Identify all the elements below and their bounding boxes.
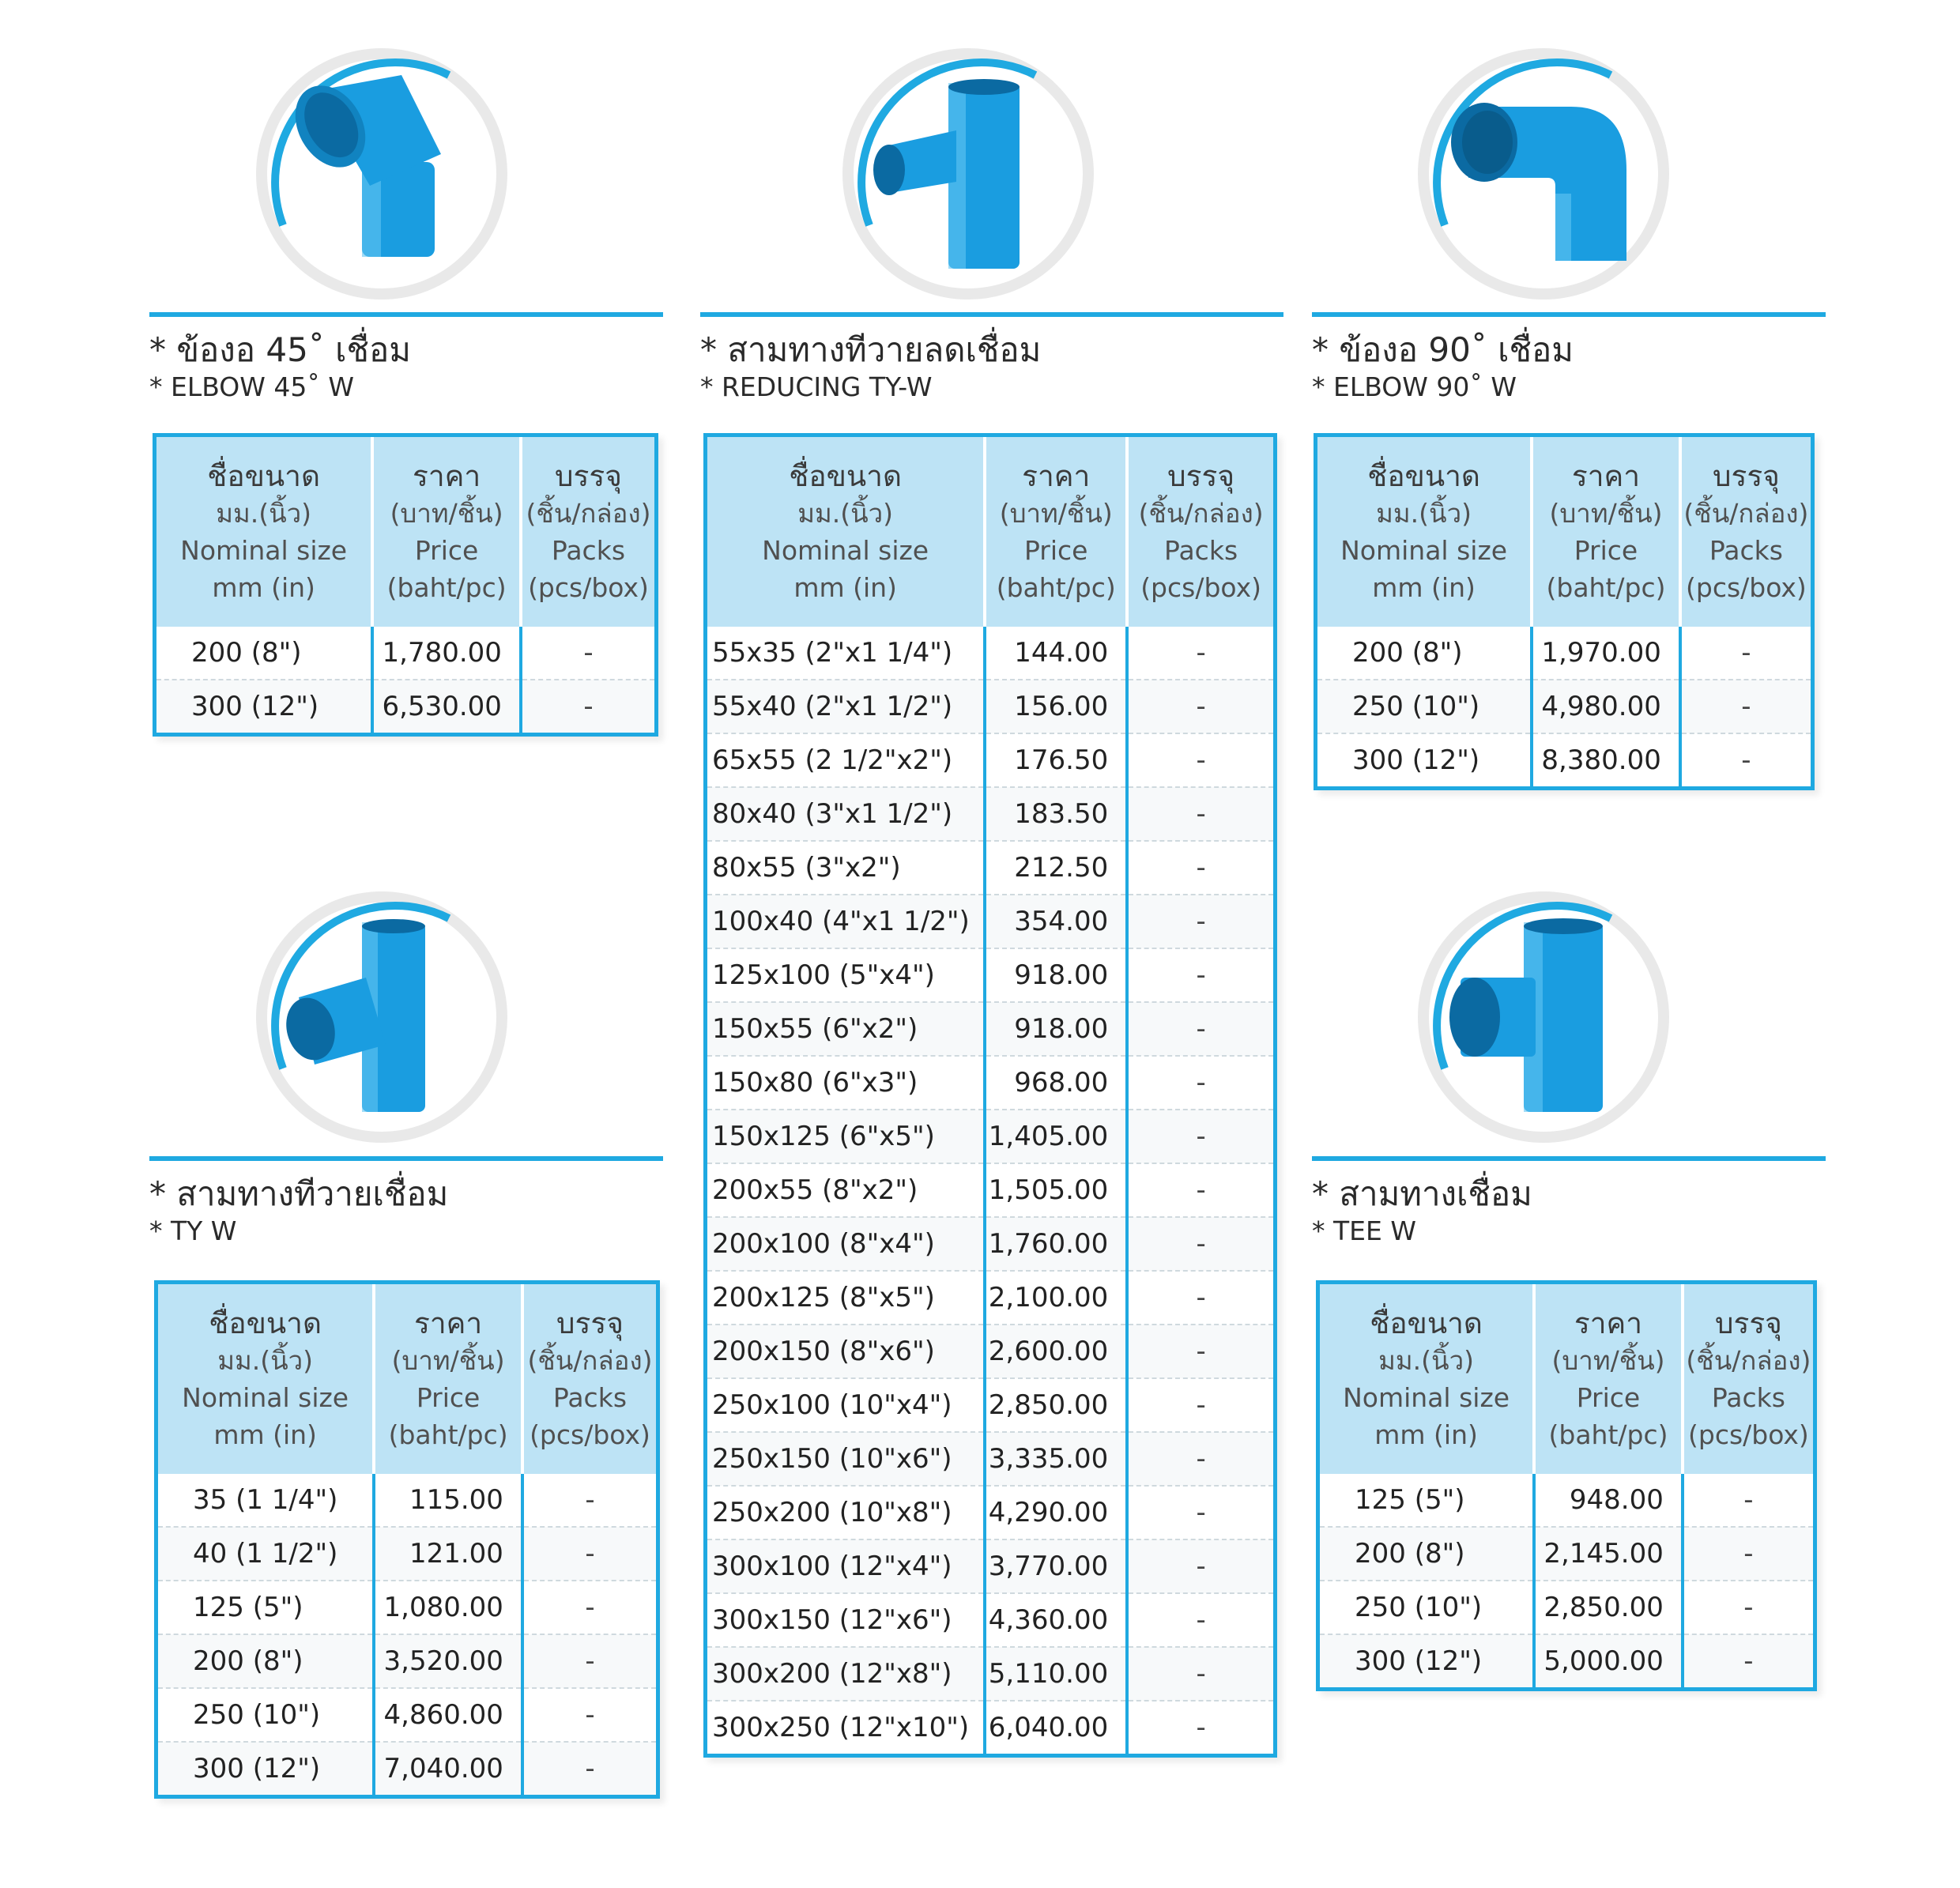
header-pack: บรรจุ (ชิ้น/กล่อง) Packs (pcs/box) xyxy=(1680,435,1813,627)
pack-cell: - xyxy=(1127,1647,1275,1701)
ty-pipe-icon xyxy=(251,887,512,1147)
pack-cell: - xyxy=(1680,680,1813,733)
pack-cell: - xyxy=(1127,627,1275,680)
header-price: ราคา (บาท/ชิ้น) Price (baht/pc) xyxy=(1532,435,1680,627)
table-row xyxy=(156,1527,658,1581)
price-cell: 2,850.00 xyxy=(1534,1581,1683,1634)
table-row xyxy=(1318,1581,1815,1634)
table-row xyxy=(706,733,1276,787)
price-table xyxy=(1316,1280,1817,1691)
table-row xyxy=(156,1581,658,1634)
size-cell: 300x150 (12"x6") xyxy=(706,1593,986,1647)
size-cell: 300 (12") xyxy=(156,1742,375,1797)
price-cell: 2,600.00 xyxy=(985,1325,1127,1378)
pack-cell: - xyxy=(1683,1474,1815,1527)
size-cell: 200 (8") xyxy=(1316,627,1532,680)
table-row xyxy=(156,1474,658,1527)
product-title-en: * TY W xyxy=(149,1215,237,1246)
table-row xyxy=(706,1217,1276,1271)
pack-cell: - xyxy=(1127,1701,1275,1756)
size-cell: 35 (1 1/4") xyxy=(156,1474,375,1527)
table-row xyxy=(706,895,1276,948)
table-row xyxy=(706,1432,1276,1486)
price-cell: 2,850.00 xyxy=(985,1378,1127,1432)
size-cell: 200x150 (8"x6") xyxy=(706,1325,986,1378)
pack-cell: - xyxy=(522,1474,658,1527)
product-title-th: * สามทางเชื่อม xyxy=(1312,1174,1532,1213)
table-row xyxy=(155,627,657,680)
table-header-row xyxy=(155,435,657,627)
section-divider xyxy=(149,1156,663,1161)
price-cell: 8,380.00 xyxy=(1532,733,1680,789)
product-title-th: * ข้องอ 45˚ เชื่อม xyxy=(149,330,411,369)
size-cell: 250 (10") xyxy=(1318,1581,1535,1634)
product-title-en: * ELBOW 90˚ W xyxy=(1312,371,1517,402)
price-table xyxy=(703,433,1277,1758)
table-header-row xyxy=(1318,1283,1815,1475)
size-cell: 200x125 (8"x5") xyxy=(706,1271,986,1325)
table-row xyxy=(706,627,1276,680)
table-row xyxy=(1316,680,1813,733)
size-cell: 65x55 (2 1/2"x2") xyxy=(706,733,986,787)
price-cell: 4,860.00 xyxy=(374,1688,522,1742)
price-cell: 3,770.00 xyxy=(985,1539,1127,1593)
pack-cell: - xyxy=(1683,1527,1815,1581)
price-cell: 5,000.00 xyxy=(1534,1634,1683,1690)
pack-cell: - xyxy=(522,1742,658,1797)
table-row xyxy=(706,1647,1276,1701)
header-price: ราคา (บาท/ชิ้น) Price (baht/pc) xyxy=(985,435,1127,627)
table-row xyxy=(706,1110,1276,1163)
pack-cell: - xyxy=(1127,1110,1275,1163)
price-cell: 948.00 xyxy=(1534,1474,1683,1527)
price-cell: 6,040.00 xyxy=(985,1701,1127,1756)
header-pack: บรรจุ (ชิ้น/กล่อง) Packs (pcs/box) xyxy=(522,1283,658,1475)
product-title-th: * สามทางทีวายเชื่อม xyxy=(149,1174,449,1213)
table-row xyxy=(1318,1474,1815,1527)
size-cell: 55x35 (2"x1 1/4") xyxy=(706,627,986,680)
price-cell: 1,780.00 xyxy=(372,627,521,680)
size-cell: 200 (8") xyxy=(156,1634,375,1688)
table-header-row xyxy=(156,1283,658,1475)
price-cell: 144.00 xyxy=(985,627,1127,680)
price-cell: 3,335.00 xyxy=(985,1432,1127,1486)
tee-pipe-icon xyxy=(1413,887,1674,1147)
price-cell: 4,290.00 xyxy=(985,1486,1127,1539)
price-cell: 5,110.00 xyxy=(985,1647,1127,1701)
table-row xyxy=(706,1486,1276,1539)
table-row xyxy=(706,1056,1276,1110)
size-cell: 200x100 (8"x4") xyxy=(706,1217,986,1271)
header-size: ชื่อขนาด มม.(นิ้ว) Nominal size mm (in) xyxy=(1318,1283,1535,1475)
price-table xyxy=(154,1280,660,1799)
table-header-row xyxy=(706,435,1276,627)
table-row xyxy=(706,1271,1276,1325)
size-cell: 200x55 (8"x2") xyxy=(706,1163,986,1217)
size-cell: 150x125 (6"x5") xyxy=(706,1110,986,1163)
size-cell: 300x250 (12"x10") xyxy=(712,1712,970,1743)
size-cell: 250x100 (10"x4") xyxy=(706,1378,986,1432)
size-cell: 300x200 (12"x8") xyxy=(706,1647,986,1701)
price-cell: 1,760.00 xyxy=(985,1217,1127,1271)
elbow-45-pipe-icon xyxy=(251,43,512,304)
section-divider xyxy=(700,312,1283,317)
size-cell: 55x40 (2"x1 1/2") xyxy=(706,680,986,733)
size-cell: 40 (1 1/2") xyxy=(156,1527,375,1581)
table-row xyxy=(706,1593,1276,1647)
price-cell: 918.00 xyxy=(985,1002,1127,1056)
pack-cell: - xyxy=(1680,733,1813,789)
pack-cell: - xyxy=(522,1527,658,1581)
table-row xyxy=(706,680,1276,733)
price-cell: 1,970.00 xyxy=(1532,627,1680,680)
size-cell: 200 (8") xyxy=(155,627,373,680)
price-cell: 4,980.00 xyxy=(1532,680,1680,733)
section-divider xyxy=(1312,1156,1826,1161)
size-cell: 250 (10") xyxy=(1316,680,1532,733)
price-cell: 1,505.00 xyxy=(985,1163,1127,1217)
size-cell: 125x100 (5"x4") xyxy=(706,948,986,1002)
table-row xyxy=(156,1634,658,1688)
pack-cell: - xyxy=(522,1634,658,1688)
header-size: ชื่อขนาด มม.(นิ้ว) Nominal size mm (in) xyxy=(1316,435,1532,627)
pack-cell: - xyxy=(1127,1002,1275,1056)
size-cell: 300x100 (12"x4") xyxy=(706,1539,986,1593)
pack-cell: - xyxy=(1127,1325,1275,1378)
pack-cell: - xyxy=(522,1688,658,1742)
pack-cell: - xyxy=(1127,680,1275,733)
price-cell: 2,100.00 xyxy=(985,1271,1127,1325)
table-row xyxy=(706,787,1276,841)
size-cell: 150x80 (6"x3") xyxy=(706,1056,986,1110)
size-cell: 300 (12") xyxy=(155,680,373,735)
pack-cell: - xyxy=(1127,1539,1275,1593)
pack-cell: - xyxy=(521,627,657,680)
price-cell: 4,360.00 xyxy=(985,1593,1127,1647)
table-row xyxy=(706,948,1276,1002)
pack-cell: - xyxy=(1127,1056,1275,1110)
pack-cell: - xyxy=(1683,1581,1815,1634)
size-cell: 250x200 (10"x8") xyxy=(706,1486,986,1539)
price-table xyxy=(153,433,658,737)
pack-cell: - xyxy=(1127,948,1275,1002)
header-size: ชื่อขนาด มม.(นิ้ว) Nominal size mm (in) xyxy=(156,1283,375,1475)
price-cell: 354.00 xyxy=(985,895,1127,948)
price-cell: 1,405.00 xyxy=(985,1110,1127,1163)
pack-cell: - xyxy=(1127,1593,1275,1647)
size-cell: 300 (12") xyxy=(1352,744,1480,776)
price-cell: 121.00 xyxy=(374,1527,522,1581)
price-cell: 7,040.00 xyxy=(374,1742,522,1797)
price-cell: 3,520.00 xyxy=(374,1634,522,1688)
product-title-en: * ELBOW 45˚ W xyxy=(149,371,354,402)
price-cell: 968.00 xyxy=(985,1056,1127,1110)
price-cell: 2,145.00 xyxy=(1534,1527,1683,1581)
header-price: ราคา (บาท/ชิ้น) Price (baht/pc) xyxy=(374,1283,522,1475)
product-title-th: * สามทางทีวายลดเชื่อม xyxy=(700,330,1042,369)
pack-cell: - xyxy=(1127,1486,1275,1539)
table-row xyxy=(1318,1634,1815,1690)
size-cell: 250 (10") xyxy=(156,1688,375,1742)
pack-cell: - xyxy=(1127,787,1275,841)
pack-cell: - xyxy=(1127,1217,1275,1271)
table-row xyxy=(706,841,1276,895)
size-cell: 125 (5") xyxy=(156,1581,375,1634)
table-row xyxy=(1318,1527,1815,1581)
table-header-row xyxy=(1316,435,1813,627)
header-pack: บรรจุ (ชิ้น/กล่อง) Packs (pcs/box) xyxy=(1683,1283,1815,1475)
pack-cell: - xyxy=(1127,1271,1275,1325)
table-row xyxy=(1316,627,1813,680)
table-row xyxy=(706,1539,1276,1593)
product-title-th: * ข้องอ 90˚ เชื่อม xyxy=(1312,330,1574,369)
price-table xyxy=(1314,433,1815,790)
elbow-90-pipe-icon xyxy=(1413,43,1674,304)
section-divider xyxy=(149,312,663,317)
price-cell: 156.00 xyxy=(985,680,1127,733)
size-cell: 150x55 (6"x2") xyxy=(706,1002,986,1056)
pack-cell: - xyxy=(1683,1634,1815,1690)
size-cell: 80x55 (3"x2") xyxy=(706,841,986,895)
section-divider xyxy=(1312,312,1826,317)
header-size: ชื่อขนาด มม.(นิ้ว) Nominal size mm (in) xyxy=(706,435,986,627)
product-title-en: * REDUCING TY-W xyxy=(700,371,933,402)
table-row xyxy=(1316,733,1813,789)
price-cell: 918.00 xyxy=(985,948,1127,1002)
pack-cell: - xyxy=(1127,1378,1275,1432)
table-row xyxy=(706,1163,1276,1217)
header-price: ราคา (บาท/ชิ้น) Price (baht/pc) xyxy=(372,435,521,627)
price-cell: 1,080.00 xyxy=(374,1581,522,1634)
header-price: ราคา (บาท/ชิ้น) Price (baht/pc) xyxy=(1534,1283,1683,1475)
table-row xyxy=(706,1378,1276,1432)
product-title-en: * TEE W xyxy=(1312,1215,1416,1246)
header-pack: บรรจุ (ชิ้น/กล่อง) Packs (pcs/box) xyxy=(521,435,657,627)
size-cell: 200 (8") xyxy=(1318,1527,1535,1581)
pack-cell: - xyxy=(1680,627,1813,680)
table-row xyxy=(706,1002,1276,1056)
table-row xyxy=(156,1742,658,1797)
price-cell: 183.50 xyxy=(985,787,1127,841)
size-cell: 300 (12") xyxy=(1318,1634,1535,1690)
price-cell: 115.00 xyxy=(374,1474,522,1527)
table-row xyxy=(706,1325,1276,1378)
header-size: ชื่อขนาด มม.(นิ้ว) Nominal size mm (in) xyxy=(155,435,373,627)
price-cell: 6,530.00 xyxy=(372,680,521,735)
table-row xyxy=(156,1688,658,1742)
header-pack: บรรจุ (ชิ้น/กล่อง) Packs (pcs/box) xyxy=(1127,435,1275,627)
pack-cell: - xyxy=(1127,1163,1275,1217)
reducing-ty-pipe-icon xyxy=(838,43,1099,304)
pack-cell: - xyxy=(1127,733,1275,787)
pack-cell: - xyxy=(521,680,657,735)
size-cell: 125 (5") xyxy=(1318,1474,1535,1527)
pack-cell: - xyxy=(1127,895,1275,948)
pack-cell: - xyxy=(1127,1432,1275,1486)
size-cell: 250x150 (10"x6") xyxy=(706,1432,986,1486)
pack-cell: - xyxy=(522,1581,658,1634)
pack-cell: - xyxy=(1127,841,1275,895)
table-row xyxy=(155,680,657,735)
price-cell: 212.50 xyxy=(985,841,1127,895)
price-cell: 176.50 xyxy=(985,733,1127,787)
size-cell: 100x40 (4"x1 1/2") xyxy=(706,895,986,948)
size-cell: 80x40 (3"x1 1/2") xyxy=(706,787,986,841)
table-row xyxy=(706,1701,1276,1756)
